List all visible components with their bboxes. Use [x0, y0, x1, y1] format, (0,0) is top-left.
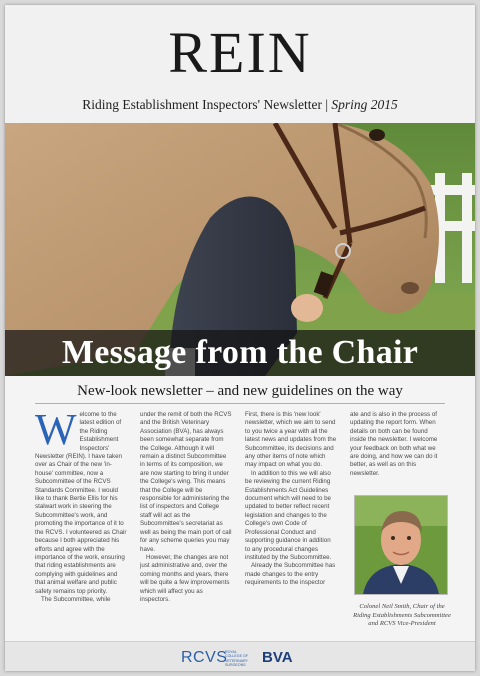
footer [5, 641, 475, 671]
article-paragraph: The Subcommittee, while [41, 595, 111, 603]
masthead [5, 5, 475, 123]
article-paragraph: However, the changes are not just administrative and, over the coming months and years, there will be quite a few improvements which will affect you as inspectors. [140, 553, 230, 603]
article-column-3 [245, 411, 337, 588]
portrait-illustration [355, 496, 447, 594]
subtitle-separator: | [321, 97, 332, 112]
article-paragraph: under the remit of both the RCVS and the British Veterinary Association (BVA), has always been somewhat separate from the College. Although it will remain a distinct Subcommittee in terms of its composition, we are now starting to bring it under the College's wing. This means that the College will be responsible for administering the list of inspectors and College staff will act as the Subcommittee's secretariat as well as being the main port of call for any scheme queries you may have. [140, 411, 232, 553]
rcvs-logo-tagline: ROYAL COLLEGE OF VETERINARY SURGEONS [225, 650, 248, 668]
article-paragraph: ate and is also in the process of updating the report form. When details on both can be found inside the newsletter. I welcome your feedback on both what we are doing, and how we can do it better, as well as on this newsletter. [350, 411, 438, 477]
subtitle-main: Riding Establishment Inspectors' Newsletter [82, 97, 322, 112]
article-paragraph: First, there is this 'new look' newsletter, which we aim to send to you twice a year with all the latest news and updates from the Subcommittee, its decisions and any other items of note which may impact on what you do. [245, 411, 337, 469]
newsletter-page [5, 5, 475, 671]
article-column-2 [140, 411, 232, 604]
newsletter-title: REIN [168, 20, 312, 85]
divider [35, 403, 445, 404]
hero-headline: Message from the Chair [5, 330, 475, 376]
article-column-1 [35, 405, 127, 604]
bva-logo: BVA [262, 649, 293, 666]
article-paragraph: elcome to the latest edition of the Riding Establishment Inspectors' Newsletter (REIN). I have taken over as Chair of the new 'in-house' committee, now a Subcommittee of the RCVS Standards Committee. I would like to thank Bertie Ellis for his stalwart work in steering the Subcommittee's work, and promoting the importance of it to the RCVS. I volunteered as Chair because I both appreciated his efforts and agree with the importance of the work, ensuring that riding establishments are complying with guidelines and that animal welfare and public safety remains top priority. [35, 411, 127, 595]
article-paragraph: In addition to this we will also be reviewing the current Riding Establishments Act Guidelines document which will need to be updated to better reflect recent legislation and changes to the College's own Code of Professional Conduct and supporting guidance in addition to any procedural changes instituted by the Subcommittee. [245, 469, 332, 561]
article-column-4 [350, 411, 442, 478]
chair-portrait [354, 495, 448, 595]
article-subhead: New-look newsletter – and new guidelines on the way [77, 383, 403, 399]
dropcap: W [35, 405, 77, 454]
subtitle-issue: Spring 2015 [331, 97, 398, 112]
rcvs-logo: RCVS [181, 649, 228, 666]
article-paragraph: Already the Subcommittee has made changes to the entry requirements to the inspector [245, 562, 336, 587]
newsletter-subtitle [5, 97, 475, 113]
portrait-caption: Colonel Neil Smith, Chair of the Riding Establishments Subcommittee and RCVS Vice-President [353, 603, 451, 628]
